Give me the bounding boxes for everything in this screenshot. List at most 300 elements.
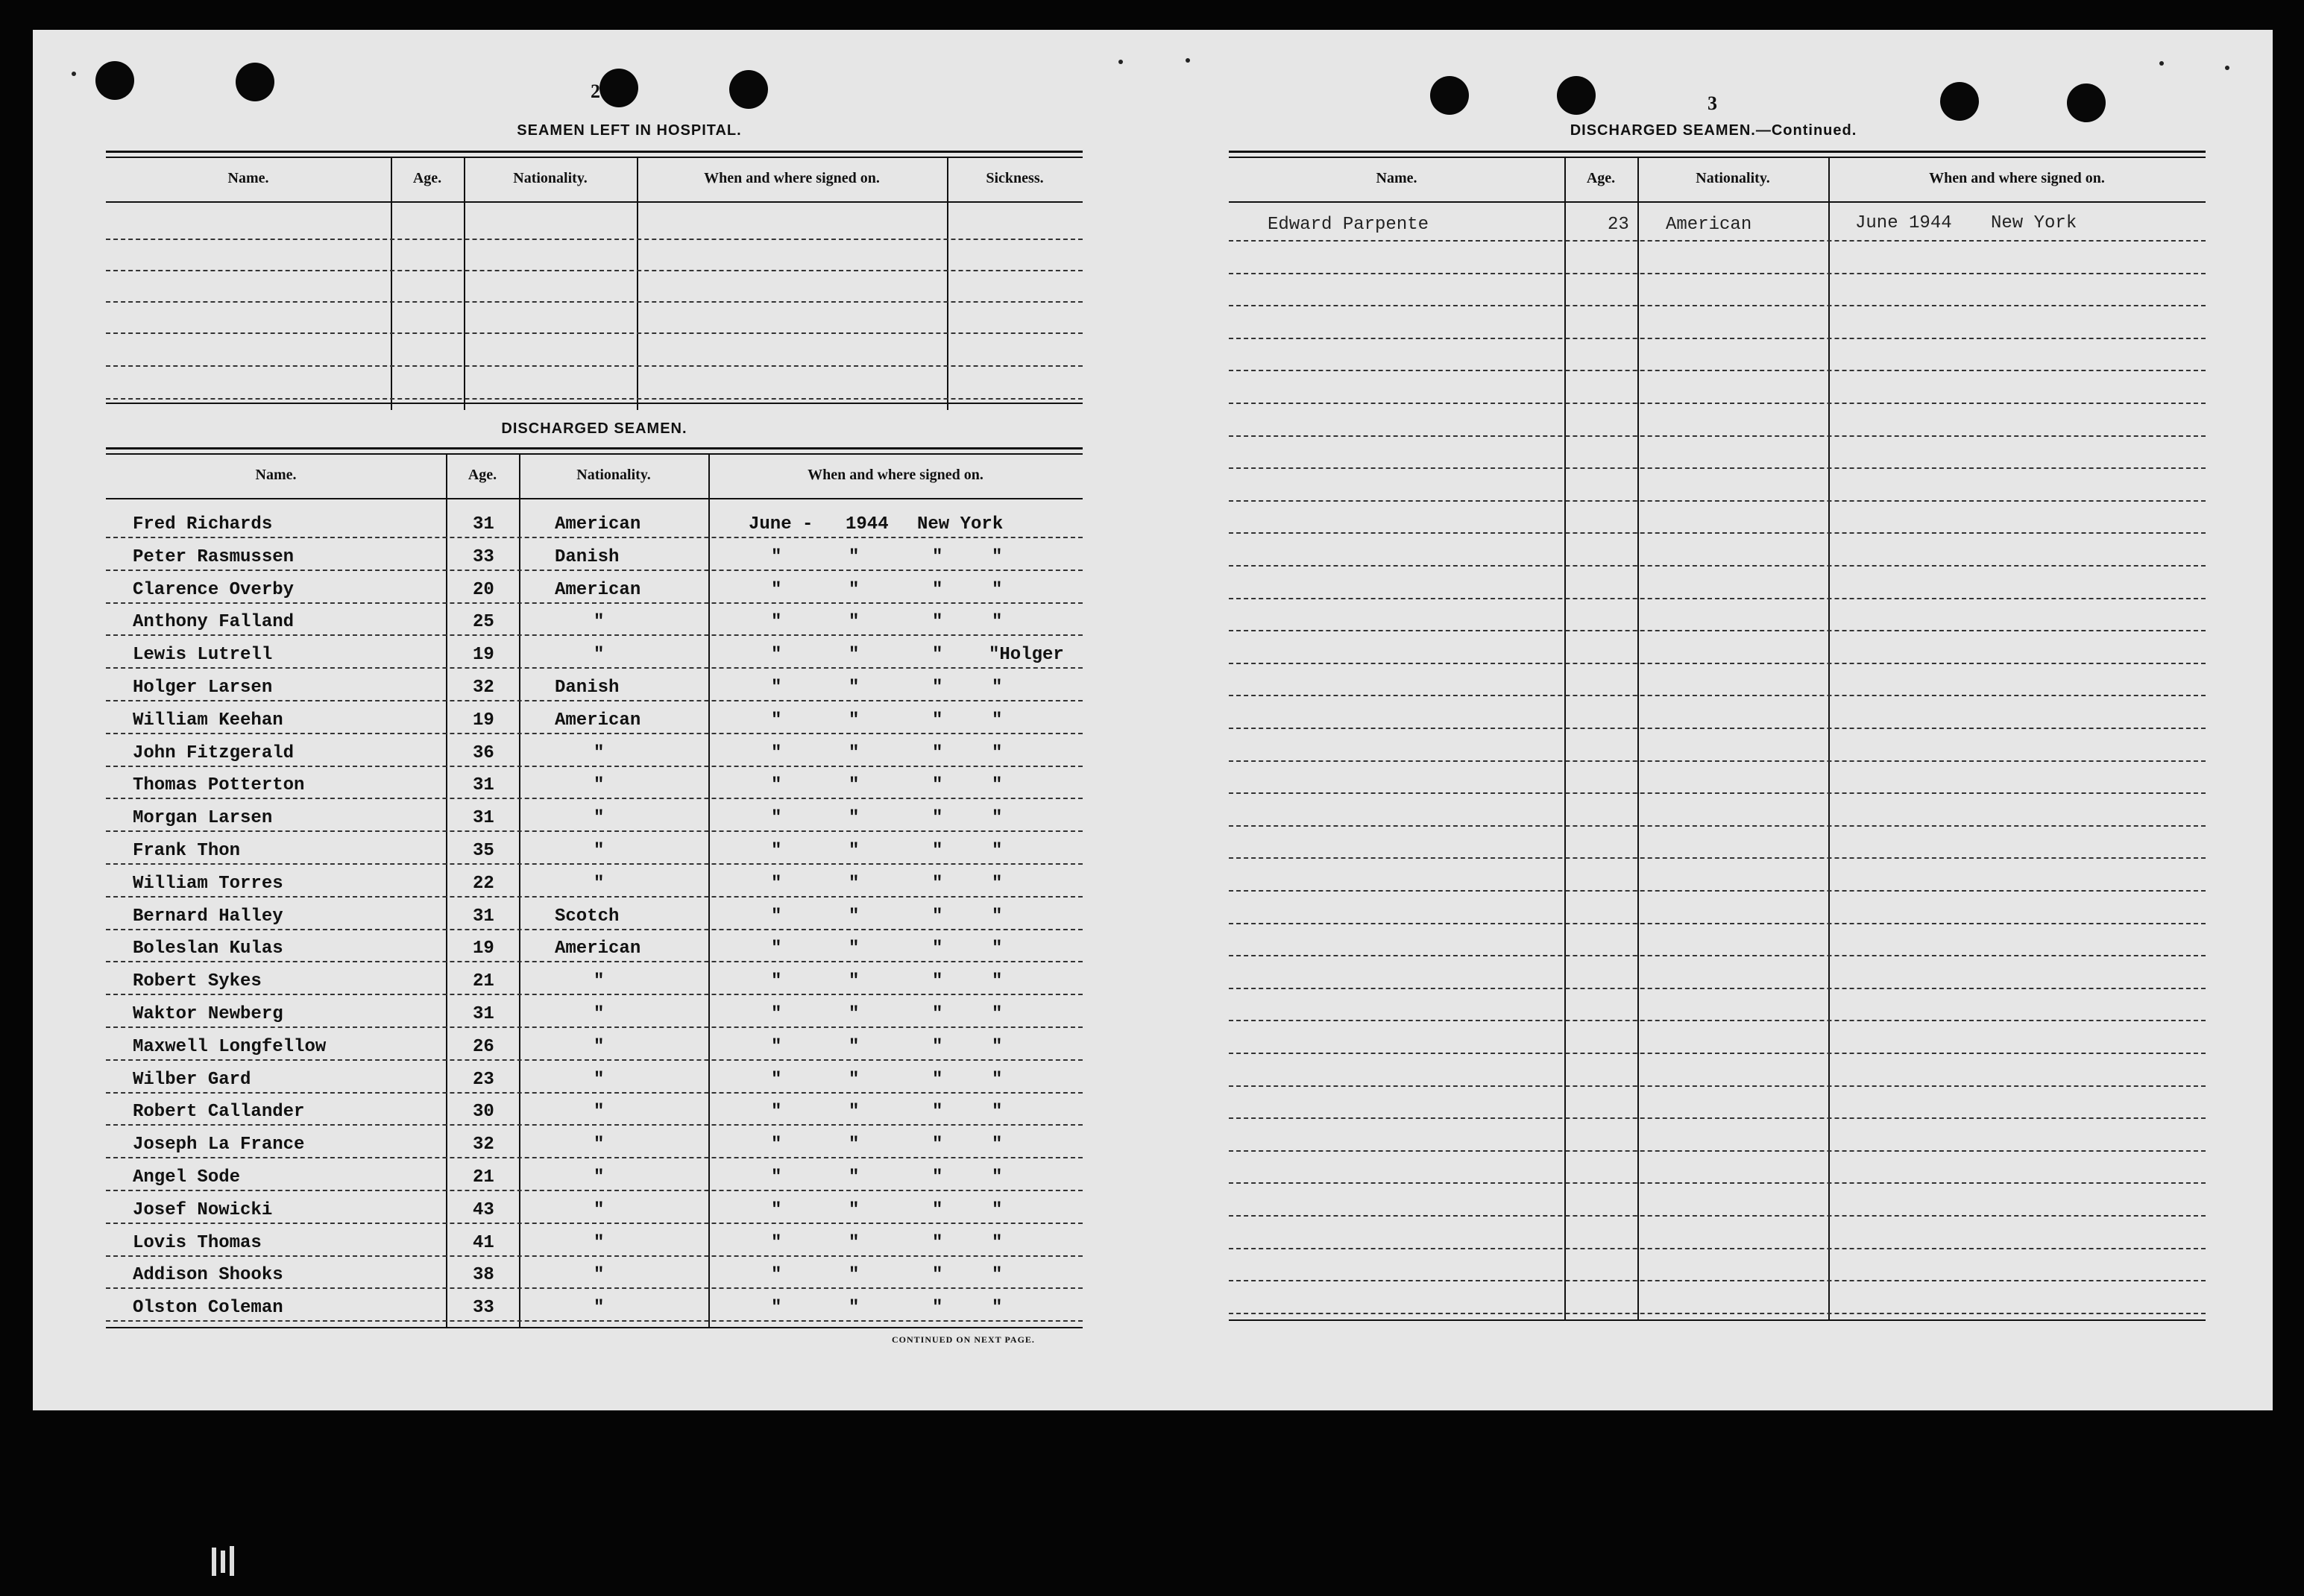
discharged-header-age: Age.	[468, 467, 497, 483]
discharged-age: 25	[473, 612, 494, 632]
row-line	[1229, 988, 2206, 989]
row-line	[106, 1255, 1083, 1257]
speck	[1186, 58, 1190, 63]
discharged-extra: "	[992, 1200, 1003, 1220]
discharged-extra: "	[992, 580, 1003, 600]
column-divider	[1637, 157, 1639, 1319]
row-line	[1229, 1150, 2206, 1152]
discharged-nationality: "	[594, 1004, 605, 1024]
row-line	[106, 667, 1083, 669]
discharged-age: 26	[473, 1037, 494, 1057]
discharged-year: "	[849, 939, 860, 959]
row-line	[1229, 598, 2206, 599]
discharged-month: "	[771, 1265, 782, 1285]
right-header-signed-on: When and where signed on.	[1929, 170, 2105, 186]
discharged-year: "	[849, 580, 860, 600]
row-line	[1229, 792, 2206, 794]
discharged-extra: "	[992, 874, 1003, 894]
discharged-year: "	[849, 1233, 860, 1253]
discharged-name: Bernard Halley	[133, 906, 283, 927]
discharged-name: Frank Thon	[133, 841, 241, 861]
row-line	[106, 239, 1083, 240]
discharged-name: Morgan Larsen	[133, 808, 273, 828]
discharged-month: "	[771, 808, 782, 828]
discharged-age: 23	[473, 1070, 494, 1090]
discharged-place: "	[932, 678, 943, 698]
discharged-nationality: "	[594, 1102, 605, 1122]
row-line	[106, 270, 1083, 271]
discharged-age: 31	[473, 906, 494, 927]
discharged-name: Peter Rasmussen	[133, 547, 295, 567]
ledger-paper	[33, 30, 2273, 1410]
discharged-name: Wilber Gard	[133, 1070, 251, 1090]
row-line	[1229, 403, 2206, 404]
right-row-name: Edward Parpente	[1268, 215, 1429, 235]
discharged-age: 21	[473, 971, 494, 991]
discharged-extra: "	[992, 1037, 1003, 1057]
column-divider	[637, 157, 638, 410]
row-line	[106, 929, 1083, 930]
row-line	[106, 602, 1083, 604]
discharged-month: "	[771, 743, 782, 763]
discharged-nationality: American	[555, 514, 641, 534]
discharged-place: "	[932, 710, 943, 731]
discharged-name: Angel Sode	[133, 1167, 241, 1187]
discharged-place: "	[932, 939, 943, 959]
discharged-nationality: American	[555, 939, 641, 959]
column-divider	[446, 453, 447, 1327]
discharged-name: Fred Richards	[133, 514, 273, 534]
discharged-month: "	[771, 1102, 782, 1122]
column-divider	[464, 157, 465, 410]
row-line	[1229, 695, 2206, 696]
film-mark	[212, 1548, 216, 1576]
discharged-month: "	[771, 906, 782, 927]
rule	[106, 447, 1083, 450]
right-page-number: 3	[1707, 92, 1717, 114]
right-row-month: June 1944	[1855, 213, 1952, 233]
row-line	[106, 1092, 1083, 1094]
row-line	[1229, 857, 2206, 859]
row-line	[106, 994, 1083, 995]
rule	[106, 498, 1083, 499]
row-line	[1229, 1215, 2206, 1217]
discharged-extra: "Holger	[989, 645, 1064, 665]
discharged-age: 41	[473, 1233, 494, 1253]
discharged-year: "	[849, 1167, 860, 1187]
discharged-year: "	[849, 906, 860, 927]
punch-hole	[1940, 82, 1979, 121]
discharged-place: "	[932, 1070, 943, 1090]
discharged-place: "	[932, 645, 943, 665]
discharged-nationality: "	[594, 841, 605, 861]
discharged-header-signed-on: When and where signed on.	[808, 467, 983, 483]
row-line	[1229, 370, 2206, 371]
discharged-year: "	[849, 547, 860, 567]
column-divider	[708, 453, 710, 1327]
row-line	[106, 332, 1083, 334]
discharged-age: 21	[473, 1167, 494, 1187]
row-line	[1229, 890, 2206, 892]
discharged-place: "	[932, 1167, 943, 1187]
discharged-extra: "	[992, 710, 1003, 731]
discharged-month: "	[771, 939, 782, 959]
row-line	[1229, 1085, 2206, 1087]
rule	[106, 157, 1083, 158]
row-line	[1229, 630, 2206, 631]
discharged-year: "	[849, 874, 860, 894]
discharged-extra: "	[992, 612, 1003, 632]
right-section-title: DISCHARGED SEAMEN.—Continued.	[1570, 122, 1857, 139]
hospital-header-sickness: Sickness.	[986, 170, 1044, 186]
discharged-year: "	[849, 1070, 860, 1090]
discharged-extra: "	[992, 906, 1003, 927]
discharged-year: "	[849, 808, 860, 828]
discharged-place: "	[932, 1135, 943, 1155]
discharged-age: 32	[473, 678, 494, 698]
row-line	[1229, 565, 2206, 567]
discharged-section-title: DISCHARGED SEAMEN.	[501, 420, 687, 437]
row-line	[1229, 273, 2206, 274]
discharged-extra: "	[992, 1004, 1003, 1024]
row-line	[106, 961, 1083, 962]
discharged-extra: "	[992, 971, 1003, 991]
right-row-place: New York	[1991, 213, 2077, 233]
discharged-age: 19	[473, 645, 494, 665]
discharged-year: "	[849, 612, 860, 632]
discharged-extra: "	[992, 1265, 1003, 1285]
discharged-place: "	[932, 775, 943, 795]
row-line	[106, 1320, 1083, 1322]
discharged-age: 20	[473, 580, 494, 600]
discharged-month: "	[771, 1070, 782, 1090]
discharged-year: "	[849, 1037, 860, 1057]
discharged-extra: "	[992, 1167, 1003, 1187]
discharged-nationality: "	[594, 775, 605, 795]
discharged-extra: "	[992, 775, 1003, 795]
discharged-name: Anthony Falland	[133, 612, 295, 632]
discharged-year: "	[849, 1200, 860, 1220]
discharged-age: 33	[473, 1298, 494, 1318]
row-line	[1229, 500, 2206, 502]
discharged-name: Lovis Thomas	[133, 1233, 262, 1253]
film-mark	[230, 1546, 234, 1576]
discharged-name: Clarence Overby	[133, 580, 295, 600]
row-line	[1229, 467, 2206, 469]
row-line	[1229, 240, 2206, 242]
punch-hole	[599, 69, 638, 107]
column-divider	[947, 157, 948, 410]
discharged-month: "	[771, 874, 782, 894]
discharged-place: "	[932, 1265, 943, 1285]
discharged-extra: "	[992, 678, 1003, 698]
row-line	[1229, 1280, 2206, 1281]
row-line	[106, 700, 1083, 701]
row-line	[106, 537, 1083, 538]
column-divider	[1564, 157, 1566, 1319]
hospital-header-nationality: Nationality.	[513, 170, 588, 186]
discharged-month: "	[771, 1135, 782, 1155]
speck	[2225, 66, 2229, 70]
row-line	[1229, 923, 2206, 924]
discharged-year: "	[849, 678, 860, 698]
row-line	[106, 1223, 1083, 1224]
discharged-year: "	[849, 971, 860, 991]
right-row-age: 23	[1608, 215, 1629, 235]
discharged-age: 43	[473, 1200, 494, 1220]
discharged-extra: "	[992, 841, 1003, 861]
discharged-place: "	[932, 1200, 943, 1220]
row-line	[1229, 955, 2206, 956]
rule	[106, 1327, 1083, 1328]
discharged-name: Robert Sykes	[133, 971, 262, 991]
discharged-nationality: American	[555, 710, 641, 731]
row-line	[1229, 338, 2206, 339]
rule	[1229, 157, 2206, 158]
discharged-header-name: Name.	[255, 467, 297, 483]
discharged-nationality: "	[594, 1070, 605, 1090]
discharged-place: "	[932, 841, 943, 861]
discharged-name: Lewis Lutrell	[133, 645, 273, 665]
discharged-name: Olston Coleman	[133, 1298, 283, 1318]
discharged-year: "	[849, 1265, 860, 1285]
discharged-year: "	[849, 1298, 860, 1318]
row-line	[1229, 1117, 2206, 1119]
row-line	[106, 798, 1083, 799]
discharged-name: Robert Callander	[133, 1102, 305, 1122]
discharged-nationality: "	[594, 808, 605, 828]
discharged-age: 35	[473, 841, 494, 861]
discharged-nationality: Danish	[555, 678, 620, 698]
hospital-header-age: Age.	[412, 170, 442, 186]
row-line	[106, 896, 1083, 898]
discharged-name: William Keehan	[133, 710, 283, 731]
row-line	[106, 1190, 1083, 1191]
discharged-year: "	[849, 1004, 860, 1024]
discharged-nationality: "	[594, 645, 605, 665]
discharged-extra: "	[992, 547, 1003, 567]
discharged-age: 22	[473, 874, 494, 894]
discharged-name: Addison Shooks	[133, 1265, 283, 1285]
discharged-month: "	[771, 645, 782, 665]
discharged-place: "	[932, 971, 943, 991]
discharged-place: "	[932, 743, 943, 763]
discharged-nationality: Scotch	[555, 906, 620, 927]
discharged-nationality: "	[594, 1265, 605, 1285]
discharged-name: Maxwell Longfellow	[133, 1037, 327, 1057]
discharged-name: Holger Larsen	[133, 678, 273, 698]
discharged-year: 1944	[846, 514, 889, 534]
discharged-age: 33	[473, 547, 494, 567]
speck	[2159, 61, 2164, 66]
rule	[106, 453, 1083, 455]
row-line	[106, 1124, 1083, 1126]
discharged-month: "	[771, 775, 782, 795]
discharged-place: "	[932, 547, 943, 567]
discharged-month: "	[771, 1233, 782, 1253]
column-divider	[1828, 157, 1830, 1319]
discharged-month: "	[771, 710, 782, 731]
discharged-month: "	[771, 1004, 782, 1024]
discharged-nationality: "	[594, 743, 605, 763]
film-mark	[221, 1551, 225, 1573]
discharged-nationality: "	[594, 1037, 605, 1057]
discharged-nationality: "	[594, 874, 605, 894]
discharged-month: "	[771, 1037, 782, 1057]
left-page-number: 2	[591, 81, 600, 102]
row-line	[106, 634, 1083, 636]
hospital-section-title: SEAMEN LEFT IN HOSPITAL.	[517, 122, 742, 139]
discharged-age: 30	[473, 1102, 494, 1122]
discharged-place: "	[932, 612, 943, 632]
discharged-name: Boleslan Kulas	[133, 939, 283, 959]
discharged-nationality: "	[594, 1200, 605, 1220]
rule	[1229, 1319, 2206, 1321]
discharged-age: 38	[473, 1265, 494, 1285]
row-line	[1229, 1020, 2206, 1021]
discharged-nationality: "	[594, 1135, 605, 1155]
punch-hole	[729, 70, 768, 109]
right-row-nationality: American	[1666, 215, 1752, 235]
hospital-header-signed-on: When and where signed on.	[704, 170, 880, 186]
discharged-age: 19	[473, 939, 494, 959]
discharged-header-nationality: Nationality.	[576, 467, 651, 483]
discharged-month: "	[771, 841, 782, 861]
punch-hole	[95, 61, 134, 100]
discharged-age: 32	[473, 1135, 494, 1155]
discharged-extra: "	[992, 1070, 1003, 1090]
discharged-nationality: "	[594, 971, 605, 991]
discharged-month: "	[771, 612, 782, 632]
hospital-header-name: Name.	[227, 170, 269, 186]
discharged-place: "	[932, 1004, 943, 1024]
discharged-extra: "	[992, 939, 1003, 959]
row-line	[1229, 825, 2206, 827]
row-line	[106, 398, 1083, 400]
punch-hole	[236, 63, 274, 101]
column-divider	[391, 157, 392, 410]
discharged-name: John Fitzgerald	[133, 743, 295, 763]
discharged-year: "	[849, 1102, 860, 1122]
discharged-nationality: American	[555, 580, 641, 600]
discharged-extra: "	[992, 1135, 1003, 1155]
row-line	[106, 863, 1083, 865]
discharged-place: "	[932, 1298, 943, 1318]
row-line	[1229, 1053, 2206, 1054]
discharged-name: Joseph La France	[133, 1135, 305, 1155]
discharged-name: Josef Nowicki	[133, 1200, 273, 1220]
discharged-nationality: "	[594, 612, 605, 632]
discharged-place: "	[932, 906, 943, 927]
row-line	[1229, 728, 2206, 729]
discharged-year: "	[849, 710, 860, 731]
row-line	[106, 1287, 1083, 1289]
discharged-extra: "	[992, 808, 1003, 828]
discharged-month: "	[771, 1298, 782, 1318]
discharged-year: "	[849, 775, 860, 795]
discharged-year: "	[849, 743, 860, 763]
discharged-year: "	[849, 645, 860, 665]
row-line	[1229, 760, 2206, 762]
discharged-nationality: "	[594, 1298, 605, 1318]
discharged-nationality: "	[594, 1233, 605, 1253]
row-line	[106, 830, 1083, 832]
discharged-place: New York	[917, 514, 1004, 534]
row-line	[1229, 1182, 2206, 1184]
continued-note: CONTINUED ON NEXT PAGE.	[892, 1334, 1035, 1345]
row-line	[106, 301, 1083, 303]
discharged-name: Waktor Newberg	[133, 1004, 283, 1024]
discharged-age: 36	[473, 743, 494, 763]
discharged-age: 31	[473, 808, 494, 828]
discharged-month: "	[771, 678, 782, 698]
discharged-month: "	[771, 1167, 782, 1187]
discharged-place: "	[932, 1102, 943, 1122]
discharged-place: "	[932, 580, 943, 600]
discharged-extra: "	[992, 1102, 1003, 1122]
rule	[106, 201, 1083, 203]
row-line	[1229, 1248, 2206, 1249]
discharged-nationality: "	[594, 1167, 605, 1187]
row-line	[106, 1026, 1083, 1028]
speck	[72, 72, 76, 76]
row-line	[1229, 532, 2206, 534]
discharged-name: Thomas Potterton	[133, 775, 305, 795]
discharged-place: "	[932, 1037, 943, 1057]
row-line	[1229, 1313, 2206, 1314]
right-header-nationality: Nationality.	[1696, 170, 1770, 186]
discharged-place: "	[932, 1233, 943, 1253]
punch-hole	[2067, 83, 2106, 122]
discharged-place: "	[932, 808, 943, 828]
discharged-extra: "	[992, 743, 1003, 763]
rule	[106, 403, 1083, 404]
discharged-month: "	[771, 1200, 782, 1220]
row-line	[106, 766, 1083, 767]
row-line	[106, 1157, 1083, 1158]
speck	[1118, 60, 1123, 64]
right-header-name: Name.	[1376, 170, 1417, 186]
row-line	[106, 733, 1083, 734]
discharged-age: 31	[473, 1004, 494, 1024]
discharged-month: June -	[749, 514, 813, 534]
row-line	[1229, 305, 2206, 306]
rule	[106, 151, 1083, 153]
right-header-age: Age.	[1586, 170, 1616, 186]
discharged-age: 19	[473, 710, 494, 731]
punch-hole	[1430, 76, 1469, 115]
discharged-nationality: Danish	[555, 547, 620, 567]
discharged-age: 31	[473, 775, 494, 795]
row-line	[1229, 435, 2206, 437]
row-line	[106, 570, 1083, 571]
discharged-month: "	[771, 971, 782, 991]
row-line	[106, 365, 1083, 367]
discharged-age: 31	[473, 514, 494, 534]
rule	[1229, 151, 2206, 153]
discharged-year: "	[849, 1135, 860, 1155]
rule	[1229, 201, 2206, 203]
discharged-month: "	[771, 547, 782, 567]
discharged-name: William Torres	[133, 874, 283, 894]
discharged-month: "	[771, 580, 782, 600]
punch-hole	[1557, 76, 1596, 115]
discharged-place: "	[932, 874, 943, 894]
discharged-year: "	[849, 841, 860, 861]
discharged-extra: "	[992, 1298, 1003, 1318]
discharged-extra: "	[992, 1233, 1003, 1253]
column-divider	[519, 453, 520, 1327]
